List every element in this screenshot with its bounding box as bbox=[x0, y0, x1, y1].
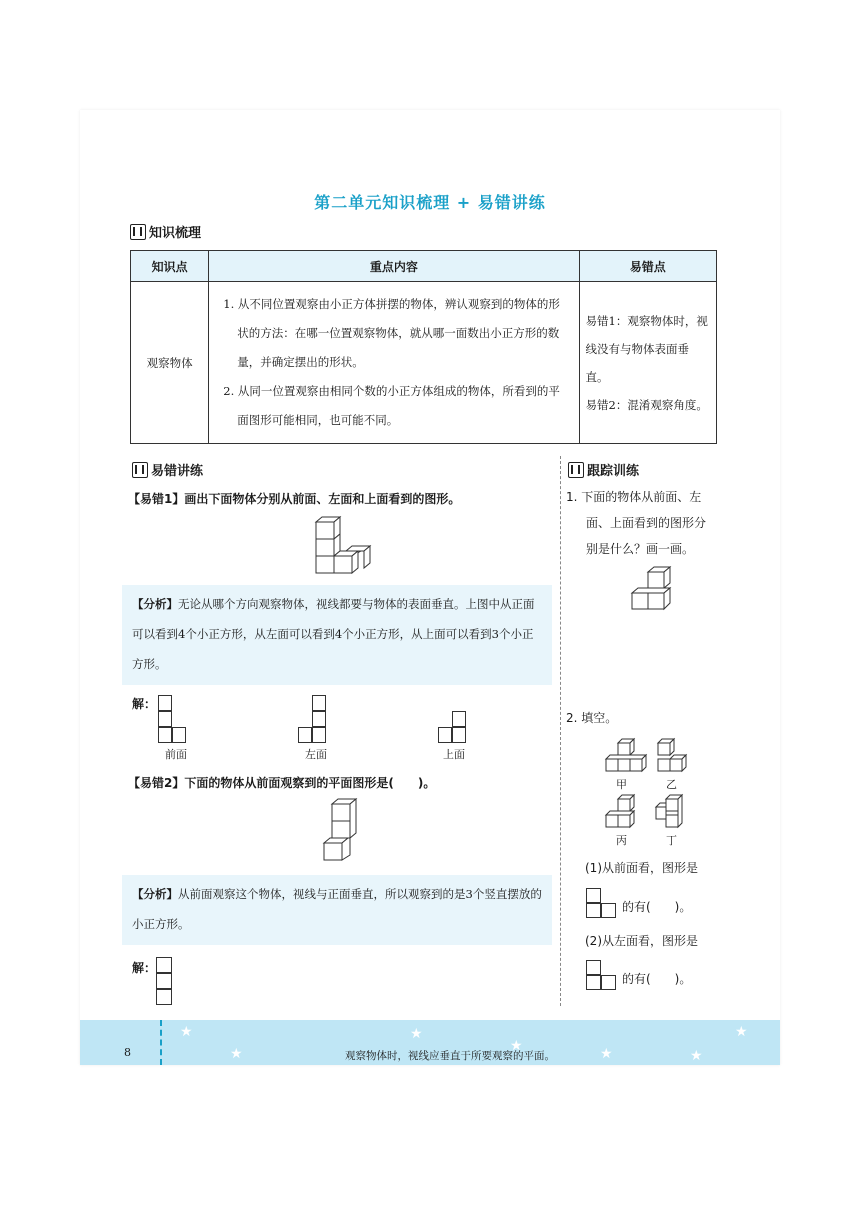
view-caption: 前面 bbox=[165, 748, 187, 761]
cube-figure-1 bbox=[310, 514, 374, 574]
follow-question-1: 1. 下面的物体从前面、左 面、上面看到的图形分 别是什么？画一画。 bbox=[566, 490, 707, 556]
shape-label: 丙 bbox=[616, 834, 627, 847]
workbook-page bbox=[80, 110, 780, 1065]
star-icon: ★ bbox=[510, 1038, 523, 1054]
sub1-shape bbox=[586, 888, 618, 920]
analysis-2: 【分析】从前面观察这个物体，视线与正面垂直，所以观察到的是3个竖直摆放的小正方形。 bbox=[122, 875, 552, 945]
table-header: 重点内容 bbox=[209, 251, 579, 282]
sub2-shape bbox=[586, 960, 618, 992]
star-icon: ★ bbox=[180, 1024, 193, 1040]
sub-question-1: (1)从前面看，图形是 bbox=[585, 861, 698, 875]
star-icon: ★ bbox=[230, 1046, 243, 1062]
analysis-1: 【分析】无论从哪个方向观察物体，视线都要与物体的表面垂直。上图中从正面可以看到4个小正方形，从左面可以看到4个小正方形，从上面可以看到3个小正方形。 bbox=[122, 585, 552, 685]
shape-label: 丁 bbox=[666, 834, 677, 847]
error-point: 易错2：混淆观察角度。 bbox=[585, 397, 708, 412]
knowledge-heading: 知识梳理 bbox=[130, 222, 201, 241]
shape-label: 甲 bbox=[616, 778, 627, 791]
view-caption: 上面 bbox=[443, 748, 465, 761]
follow-heading: 跟踪训练 bbox=[568, 460, 639, 479]
error-points bbox=[579, 282, 716, 444]
star-icon: ★ bbox=[690, 1048, 703, 1064]
shapes-figure bbox=[600, 735, 700, 847]
column-divider bbox=[560, 456, 561, 1006]
table-header: 知识点 bbox=[131, 251, 209, 282]
star-icon: ★ bbox=[600, 1046, 613, 1062]
key-content bbox=[209, 282, 579, 444]
view-caption: 左面 bbox=[305, 748, 327, 761]
page-number: 8 bbox=[124, 1046, 131, 1059]
solution-label-1: 解： bbox=[132, 697, 157, 711]
practice-heading: 易错讲练 bbox=[132, 460, 203, 479]
footer-divider bbox=[160, 1020, 162, 1065]
footer-tip: 观察物体时，视线应垂直于所要观察的平面。 bbox=[345, 1050, 555, 1062]
notebook-icon bbox=[132, 462, 148, 478]
page-title: 第二单元知识梳理 + 易错讲练 bbox=[314, 193, 546, 212]
sub-question-2: (2)从左面看，图形是 bbox=[585, 934, 698, 948]
knowledge-point: 观察物体 bbox=[131, 282, 209, 444]
star-icon: ★ bbox=[735, 1024, 748, 1040]
shape-label: 乙 bbox=[666, 778, 677, 791]
question-2: 【易错2】下面的物体从前面观察到的平面图形是( )。 bbox=[128, 776, 436, 790]
error-point: 易错1：观察物体时，视线没有与物体表面垂直。 bbox=[585, 313, 708, 384]
cube-figure-3 bbox=[628, 566, 678, 620]
star-icon: ★ bbox=[410, 1026, 423, 1042]
sub1-answer: 的有( )。 bbox=[622, 900, 692, 914]
key-point: 2. 从同一位置观察由相同个数的小正方体组成的物体，所看到的平面图形可能相同，也可能不同。 bbox=[223, 384, 560, 427]
key-point: 1. 从不同位置观察由小正方体拼摆的物体，辨认观察到的物体的形状的方法：在哪一位置观察物体，就从哪一面数出小正方形的数量，并确定摆出的形状。 bbox=[223, 297, 560, 369]
top-view bbox=[438, 711, 478, 751]
question-1: 【易错1】画出下面物体分别从前面、左面和上面看到的图形。 bbox=[128, 492, 461, 506]
solution-label-2: 解： bbox=[132, 961, 157, 975]
knowledge-table bbox=[130, 250, 717, 444]
camera-icon bbox=[568, 462, 584, 478]
book-icon bbox=[130, 224, 146, 240]
cube-figure-2 bbox=[322, 798, 362, 862]
follow-question-2: 2. 填空。 bbox=[566, 711, 618, 725]
sub2-answer: 的有( )。 bbox=[622, 972, 692, 986]
solution-2-view bbox=[156, 957, 176, 1007]
table-header: 易错点 bbox=[579, 251, 716, 282]
